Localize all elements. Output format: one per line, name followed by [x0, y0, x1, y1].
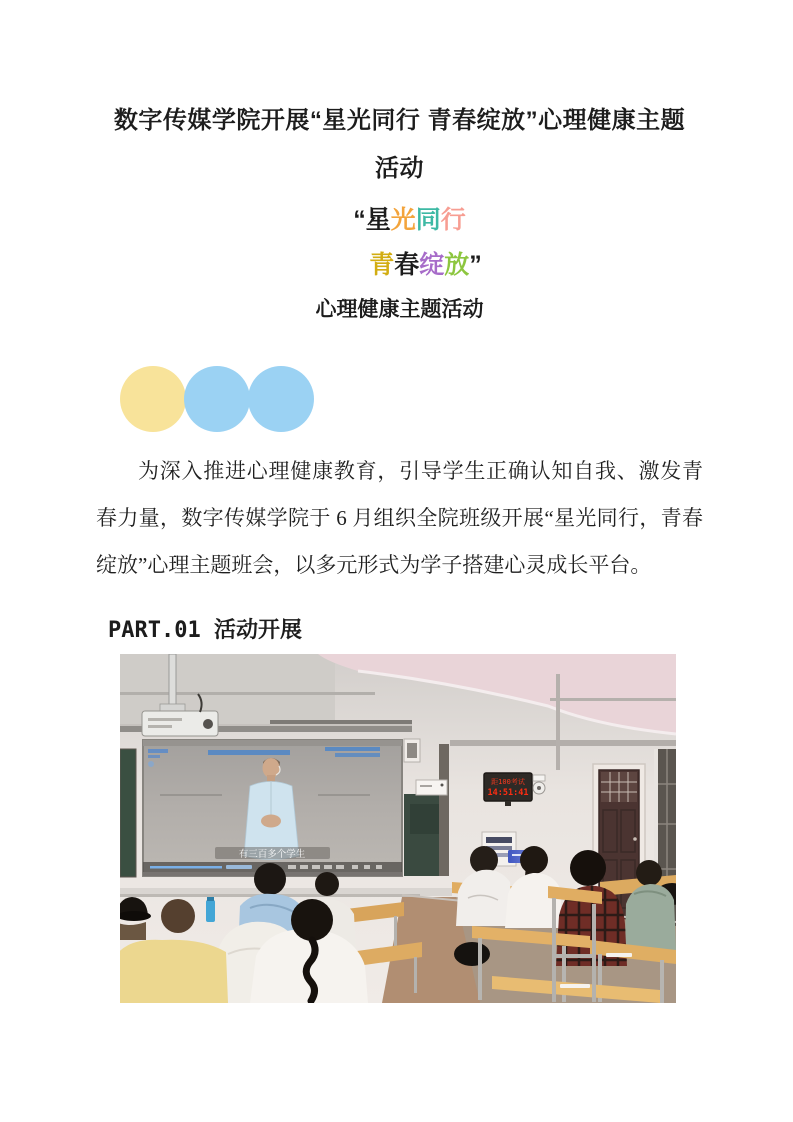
subtitle-char: 光 [390, 206, 416, 234]
led-clock-time: 14:51:41 [487, 788, 529, 798]
article-title-line2: 活动 [375, 155, 424, 182]
subtitle-char: 绽 [419, 251, 445, 279]
yellow-clothing [120, 940, 228, 1003]
subtitle-line-1 [116, 198, 703, 243]
subtitle-line-2 [148, 243, 703, 288]
subtitle-line-3: 心理健康主题活动 [315, 298, 484, 321]
decorated-subtitle [96, 198, 703, 332]
article-title-line1: 数字传媒学院开展“星光同行 青春绽放”心理健康主题 [113, 107, 686, 134]
blue-bottle [206, 900, 215, 922]
circle-blue-2 [248, 366, 314, 432]
article-title [96, 97, 703, 193]
section-heading-part01: PART.01 活动开展 [108, 618, 302, 643]
subtitle-char: 青 [369, 251, 395, 279]
screen-subtitle-text: 有三百多个学生 [238, 849, 306, 860]
subtitle-char: 放 [444, 251, 470, 279]
circle-blue-1 [184, 366, 250, 432]
led-clock [484, 773, 532, 806]
subtitle-char: 春 [394, 251, 420, 279]
wall-notice [416, 780, 447, 795]
circle-yellow [120, 366, 186, 432]
subtitle-char: 行 [440, 206, 466, 234]
backpack-on-floor [454, 942, 490, 966]
student-brown-hair [161, 899, 195, 933]
classroom-photo [120, 654, 676, 1003]
subtitle-char: ” [469, 251, 482, 279]
subtitle-char: “星 [353, 206, 391, 234]
led-clock-label: 距100考试 [491, 778, 525, 786]
intro-paragraph: 为深入推进心理健康教育，引导学生正确认知自我、激发青春力量，数字传媒学院于 6 月组织全院班级开展“星光同行，青春绽放”心理主题班会，以多元形式为学子搭建心灵成长平台。 [96, 459, 703, 577]
decorative-circles [120, 366, 703, 432]
wall-camera [533, 775, 545, 794]
subtitle-char: 同 [415, 206, 441, 234]
